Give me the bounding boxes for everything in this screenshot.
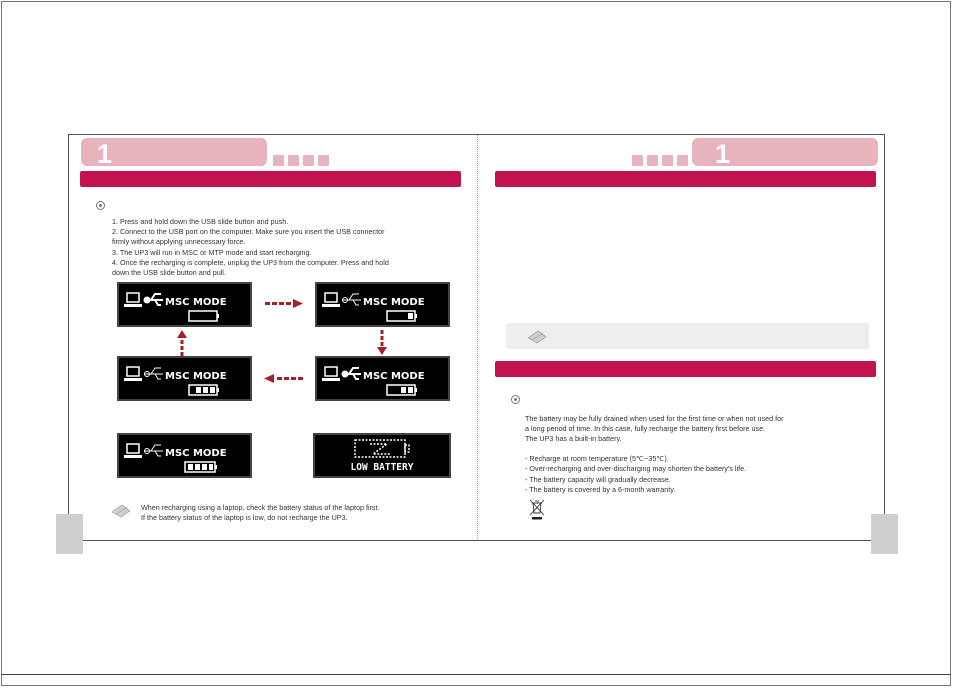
low-battery-label: LOW BATTERY	[350, 462, 414, 473]
page-bottom-rule	[1, 674, 951, 675]
msc-mode-label: MSC MODE	[165, 297, 227, 308]
lcd-screen-msc-level3	[117, 356, 252, 401]
battery-intro-line: The UP3 has a built-in battery.	[525, 434, 622, 443]
msc-mode-screen	[119, 358, 250, 399]
up-arrow-icon	[177, 330, 187, 356]
usb-outline-icon	[145, 368, 164, 379]
left-section-header-bar	[80, 171, 461, 187]
usb-icon	[343, 368, 362, 379]
battery-note-line: - Recharge at room temperature (5℃~35℃).	[525, 454, 669, 463]
msc-mode-label: MSC MODE	[363, 371, 425, 382]
msc-mode-screen	[119, 284, 250, 325]
battery-icon	[387, 311, 417, 321]
lcd-screen-low-battery	[313, 433, 451, 478]
battery-icon	[189, 311, 219, 321]
computer-icon	[124, 367, 142, 381]
usb-outline-icon	[145, 445, 164, 456]
right-chapter-number: 1	[715, 139, 731, 169]
right-chapter-square	[632, 155, 643, 166]
computer-icon	[124, 444, 142, 458]
note-line: If the battery status of the laptop is low, do not recharge the UP3.	[141, 513, 348, 522]
left-chapter-number: 1	[97, 139, 113, 169]
battery-icon	[185, 462, 217, 472]
msc-mode-label: MSC MODE	[165, 371, 227, 382]
left-page-edge-tab	[56, 514, 83, 554]
right-section-header-bar	[495, 171, 876, 187]
down-arrow-icon	[377, 330, 387, 356]
left-chapter-tab	[81, 138, 267, 169]
crossed-out-bin-icon	[529, 499, 545, 520]
usb-icon	[145, 294, 164, 305]
step-line: 3. The UP3 will run in MSC or MTP mode and start recharging.	[112, 248, 312, 257]
right-chapter-square	[647, 155, 658, 166]
right-chapter-square	[662, 155, 673, 166]
note-hand-icon	[110, 502, 132, 518]
battery-section-header-bar	[495, 361, 876, 377]
computer-icon	[322, 367, 340, 381]
step-line: 1. Press and hold down the USB slide button and push.	[112, 217, 289, 226]
computer-icon	[322, 293, 340, 307]
step-line: 4. Once the recharging is complete, unplug the UP3 from the computer. Press and hold	[112, 258, 389, 267]
lcd-screen-msc-level2	[315, 356, 450, 401]
low-battery-screen	[315, 435, 449, 476]
right-chapter-tab	[692, 138, 878, 169]
note-hand-icon	[526, 328, 548, 344]
battery-icon	[189, 385, 219, 395]
step-line: 2. Connect to the USB port on the computer. Make sure you insert the USB connector	[112, 227, 385, 236]
usb-outline-icon	[343, 294, 362, 305]
center-fold-line	[477, 135, 478, 540]
msc-mode-screen	[317, 284, 448, 325]
left-chapter-square	[288, 155, 299, 166]
battery-note-line: - The battery capacity will gradually decrease.	[525, 475, 671, 484]
step-line: firmly without applying unnecessary force.	[112, 237, 246, 246]
lcd-screen-msc-empty	[117, 282, 252, 327]
left-chapter-square	[303, 155, 314, 166]
battery-intro-line: a long period of time. In this case, fully recharge the battery first before use.	[525, 424, 766, 433]
msc-mode-label: MSC MODE	[363, 297, 425, 308]
computer-icon	[124, 293, 142, 307]
msc-mode-label: MSC MODE	[165, 448, 227, 459]
right-arrow-icon	[265, 299, 307, 309]
left-chapter-square	[318, 155, 329, 166]
battery-note-line: - The battery is covered by a 6-month warranty.	[525, 485, 676, 494]
left-chapter-square	[273, 155, 284, 166]
lightning-icon	[370, 444, 390, 454]
bullet-circle-icon	[511, 395, 520, 404]
msc-mode-screen	[119, 435, 250, 476]
step-line: down the USB slide button and pull.	[112, 268, 226, 277]
bullet-circle-icon	[96, 201, 105, 210]
right-page-edge-tab	[871, 514, 898, 554]
battery-note-line: - Over-recharging and over-discharging may shorten the battery's life.	[525, 464, 747, 473]
right-chapter-square	[677, 155, 688, 166]
right-note-strip	[506, 323, 869, 349]
msc-mode-screen	[317, 358, 448, 399]
note-line: When recharging using a laptop, check the battery status of the laptop first.	[141, 503, 380, 512]
battery-icon	[387, 385, 417, 395]
battery-intro-line: The battery may be fully drained when used for the first time or when not used for	[525, 414, 784, 423]
lcd-screen-msc-full	[117, 433, 252, 478]
left-arrow-icon	[264, 374, 306, 384]
lcd-screen-msc-level1	[315, 282, 450, 327]
